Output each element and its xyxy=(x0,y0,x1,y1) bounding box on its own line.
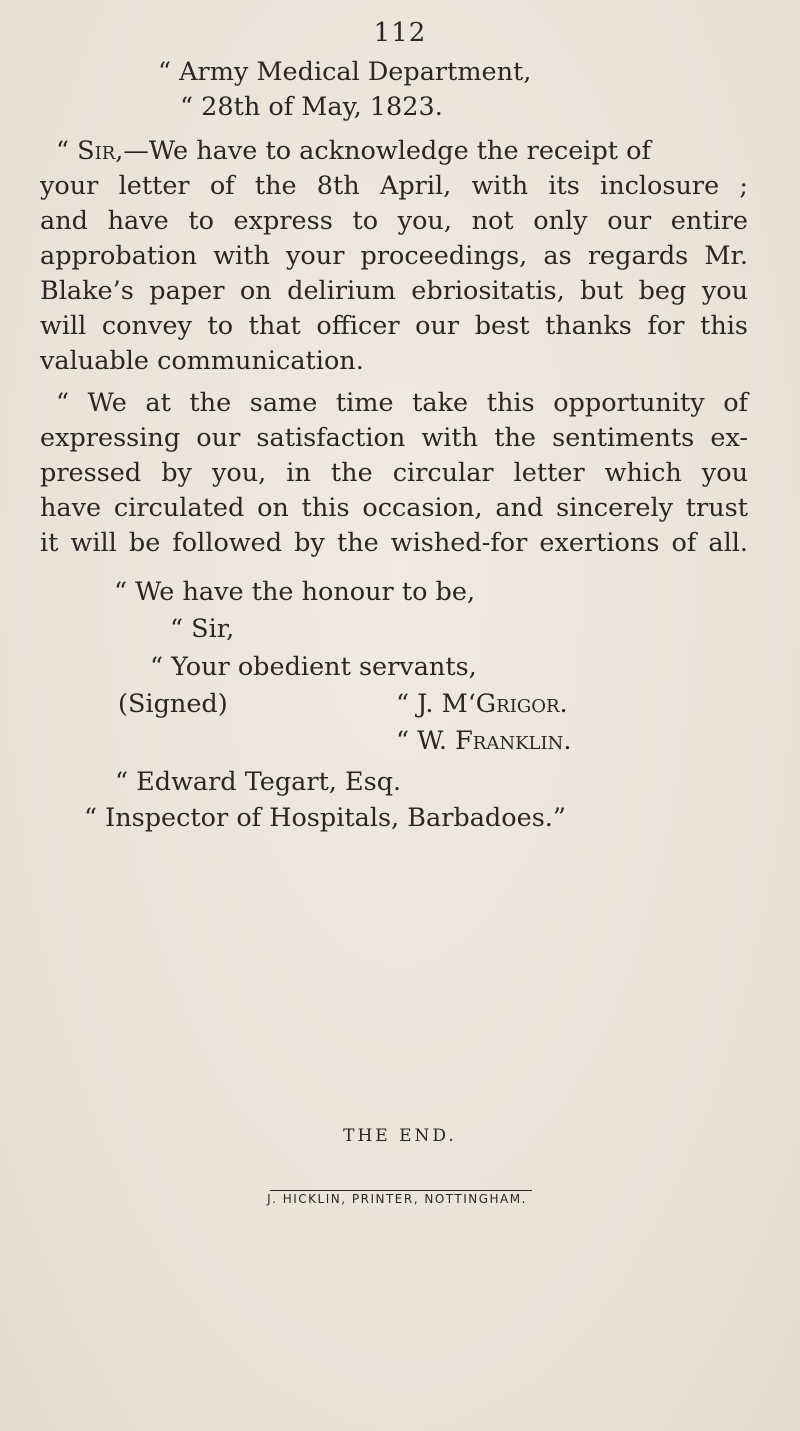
paragraph-2-line-2: expressing our satisfaction with the sentiments ex- xyxy=(40,423,748,453)
letter-heading-department: “ Army Medical Department, xyxy=(158,57,532,87)
paragraph-2-line-3: pressed by you, in the circular letter which you xyxy=(40,458,748,488)
paragraph-1-line-2: your letter of the 8th April, with its inclosure ; xyxy=(40,171,748,201)
signatory-mcgrigor: “ J. M‘Grigor. xyxy=(396,689,568,719)
paragraph-1-line-5: Blake’s paper on delirium ebriositatis, but beg you xyxy=(40,276,748,306)
colophon-rule xyxy=(270,1190,532,1191)
paragraph-2-line-1: “ We at the same time take this opportunity of xyxy=(56,388,748,418)
paragraph-2-line-4: have circulated on this occasion, and sincerely trust xyxy=(40,493,748,523)
paragraph-1-line-1-text: —We have to acknowledge the receipt of xyxy=(123,136,651,166)
paragraph-1-line-3: and have to express to you, not only our entire xyxy=(40,206,748,236)
paragraph-1-line-6: will convey to that officer our best thanks for this xyxy=(40,311,748,341)
closing-sir: “ Sir, xyxy=(170,614,235,644)
the-end: THE END. xyxy=(343,1126,457,1146)
page-number: 112 xyxy=(373,18,427,48)
paragraph-1-line-4: approbation with your proceedings, as regards Mr. xyxy=(40,241,748,271)
addressee-name: “ Edward Tegart, Esq. xyxy=(115,767,402,797)
signatory-franklin: “ W. Franklin. xyxy=(396,726,572,756)
paragraph-1-line-7: valuable communication. xyxy=(40,346,364,376)
closing-honour: “ We have the honour to be, xyxy=(114,577,476,607)
closing-servants: “ Your obedient servants, xyxy=(150,652,477,682)
letter-heading-date: “ 28th of May, 1823. xyxy=(180,92,443,122)
addressee-title: “ Inspector of Hospitals, Barbadoes.” xyxy=(84,803,566,833)
signed-label: (Signed) xyxy=(118,689,228,719)
paragraph-2-line-5: it will be followed by the wished-for exertions of all. xyxy=(40,528,748,558)
printer-colophon: J. HICKLIN, PRINTER, NOTTINGHAM. xyxy=(267,1192,527,1206)
paragraph-1-line-1 xyxy=(56,136,748,166)
salutation: “ Sir, xyxy=(56,136,124,166)
